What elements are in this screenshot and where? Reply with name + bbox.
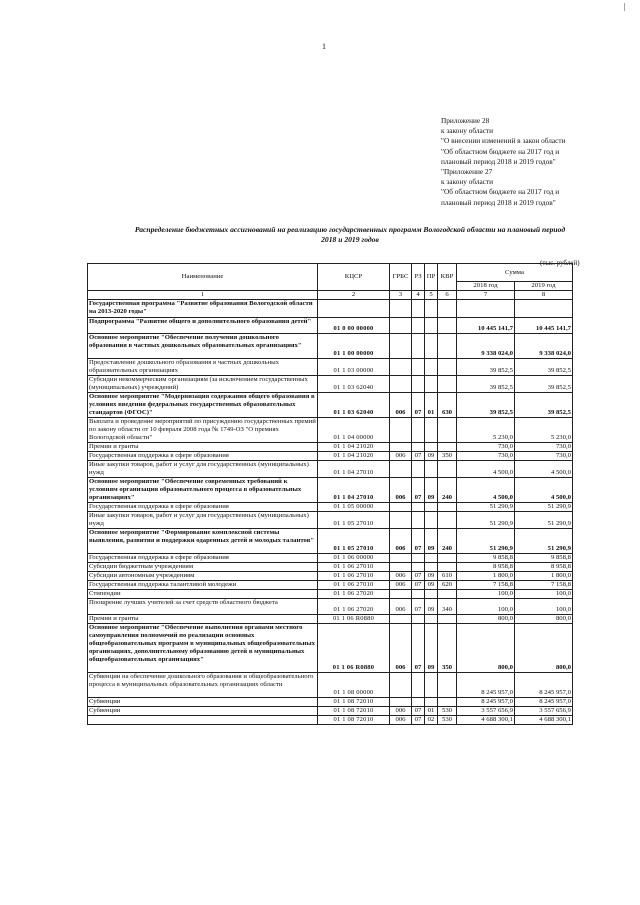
row-grbs bbox=[390, 615, 412, 624]
table-row bbox=[88, 554, 573, 563]
row-pr: 09 bbox=[425, 529, 438, 554]
row-grbs bbox=[390, 563, 412, 572]
row-sum-2019: 51 290,9 bbox=[515, 503, 573, 512]
table-row bbox=[88, 334, 573, 359]
row-sum-2018 bbox=[457, 300, 515, 318]
col-number: 8 bbox=[515, 291, 573, 300]
table-row bbox=[88, 443, 573, 452]
title-line-2: 2018 и 2019 годов bbox=[321, 235, 379, 244]
row-name: Иные закупки товаров, работ и услуг для государственных (муниципальных) нужд bbox=[88, 512, 318, 529]
row-sum-2019: 4 688 300,1 bbox=[515, 716, 573, 725]
row-grbs bbox=[390, 698, 412, 707]
row-sum-2019: 8 245 957,0 bbox=[515, 698, 573, 707]
title-line-1: Распределение бюджетных ассигнований на реализацию государственных программ Вологодской области на плановый период bbox=[134, 225, 566, 234]
table-row bbox=[88, 461, 573, 478]
row-kcsr: 01 1 06 R0880 bbox=[318, 624, 390, 673]
row-pr: 01 bbox=[425, 707, 438, 716]
row-name: Основное мероприятие "Обеспечение получения дошкольного образования в частных дошкольных образовательных организациях" bbox=[88, 334, 318, 359]
row-name: Субсидии некоммерческим организациям (за исключением государственных (муниципальных) учреждений) bbox=[88, 376, 318, 393]
row-rz bbox=[412, 443, 425, 452]
row-sum-2018: 4 500,0 bbox=[457, 478, 515, 503]
row-grbs: 006 bbox=[390, 393, 412, 418]
row-sum-2018: 9 338 024,0 bbox=[457, 334, 515, 359]
row-name: Премии и гранты bbox=[88, 443, 318, 452]
table-row bbox=[88, 376, 573, 393]
table-row bbox=[88, 572, 573, 581]
annex-line: Приложение 28 bbox=[441, 116, 490, 125]
row-name: Субсидии бюджетным учреждениям bbox=[88, 563, 318, 572]
row-sum-2018: 8 958,8 bbox=[457, 563, 515, 572]
row-kcsr: 01 1 04 21020 bbox=[318, 443, 390, 452]
row-name: Субвенции bbox=[88, 698, 318, 707]
row-kvr: 620 bbox=[438, 581, 457, 590]
row-kcsr: 01 0 00 00000 bbox=[318, 318, 390, 334]
table-row bbox=[88, 529, 573, 554]
row-rz: 07 bbox=[412, 452, 425, 461]
row-sum-2018: 800,0 bbox=[457, 615, 515, 624]
row-grbs: 006 bbox=[390, 716, 412, 725]
table-row bbox=[88, 318, 573, 334]
table-row bbox=[88, 599, 573, 615]
row-sum-2019: 39 852,5 bbox=[515, 376, 573, 393]
row-grbs: 006 bbox=[390, 452, 412, 461]
row-sum-2019: 4 500,0 bbox=[515, 461, 573, 478]
row-grbs bbox=[390, 443, 412, 452]
row-sum-2018: 800,0 bbox=[457, 624, 515, 673]
row-rz: 07 bbox=[412, 624, 425, 673]
row-rz bbox=[412, 461, 425, 478]
col-number: 3 bbox=[390, 291, 412, 300]
row-kvr: 340 bbox=[438, 599, 457, 615]
row-name: Выплата и проведение мероприятий по присуждению государственных премий по закону области от 10 февраля 2008 года № 1749-ОЗ "О премиях Вологодской области" bbox=[89, 418, 316, 441]
row-name: Субсидии автономным учреждениям bbox=[88, 572, 318, 581]
table-row bbox=[88, 478, 573, 503]
row-name: Подпрограмма "Развитие общего и дополнительного образования детей" bbox=[88, 318, 318, 334]
row-kvr: 630 bbox=[438, 393, 457, 418]
row-sum-2019: 8 958,8 bbox=[515, 563, 573, 572]
row-name: Государственная поддержка в сфере образования bbox=[88, 554, 318, 563]
row-sum-2018: 39 852,5 bbox=[457, 376, 515, 393]
row-kvr bbox=[438, 359, 457, 376]
row-grbs bbox=[390, 318, 412, 334]
row-grbs: 006 bbox=[390, 707, 412, 716]
row-sum-2018: 10 445 141,7 bbox=[457, 318, 515, 334]
row-grbs: 006 bbox=[390, 581, 412, 590]
annex-line: "О внесении изменений в закон области bbox=[441, 136, 566, 146]
row-rz: 07 bbox=[412, 529, 425, 554]
row-grbs: 006 bbox=[390, 478, 412, 503]
row-sum-2018: 4 500,0 bbox=[457, 461, 515, 478]
column-numbers-row bbox=[88, 291, 573, 300]
table-row bbox=[88, 707, 573, 716]
row-rz bbox=[412, 503, 425, 512]
table-row bbox=[88, 503, 573, 512]
row-kcsr: 01 1 00 00000 bbox=[318, 334, 390, 359]
row-kvr bbox=[438, 318, 457, 334]
row-kvr bbox=[438, 334, 457, 359]
table-row bbox=[88, 590, 573, 599]
row-grbs: 006 bbox=[390, 599, 412, 615]
row-rz: 07 bbox=[412, 581, 425, 590]
row-rz bbox=[412, 554, 425, 563]
row-kcsr: 01 1 04 27010 bbox=[318, 461, 390, 478]
row-sum-2019: 4 500,0 bbox=[515, 478, 573, 503]
table-row bbox=[88, 300, 573, 318]
row-kvr bbox=[438, 443, 457, 452]
row-kcsr: 01 1 06 27020 bbox=[318, 590, 390, 599]
annex-line: к закону области bbox=[441, 177, 494, 187]
row-kcsr: 01 1 04 00000 bbox=[318, 418, 390, 443]
row-sum-2019: 730,0 bbox=[515, 452, 573, 461]
col-header-name: Наименование bbox=[88, 264, 318, 291]
row-sum-2019: 51 290,9 bbox=[515, 529, 573, 554]
row-sum-2019: 5 230,0 bbox=[515, 418, 573, 443]
row-name: Основное мероприятие "Обеспечение выполнения органами местного самоуправления полномочий по реализации основных общеобразовательных программ в муниципальных общеобразовательных организациях, дополнительному образованию детей в муниципальных общеобразовательных организациях" bbox=[88, 624, 318, 673]
row-rz: 07 bbox=[412, 716, 425, 725]
row-sum-2018: 7 158,8 bbox=[457, 581, 515, 590]
row-pr bbox=[425, 615, 438, 624]
row-sum-2018: 730,0 bbox=[457, 443, 515, 452]
annex-line: плановый период 2018 и 2019 годов" bbox=[441, 197, 556, 207]
row-pr bbox=[425, 590, 438, 599]
annex-line: "Приложение 27 bbox=[441, 167, 493, 177]
row-grbs: 006 bbox=[390, 529, 412, 554]
row-pr: 02 bbox=[425, 716, 438, 725]
table-row bbox=[88, 418, 573, 443]
row-sum-2019: 730,0 bbox=[515, 443, 573, 452]
row-sum-2018: 39 852,5 bbox=[457, 359, 515, 376]
page-number: 1 bbox=[322, 42, 326, 51]
row-name: Субвенции на обеспечение дошкольного образования и общеобразовательного процесса в муниципальных образовательных организациях области bbox=[88, 673, 318, 698]
col-header-2018: 2018 год bbox=[457, 282, 515, 291]
row-grbs bbox=[390, 554, 412, 563]
row-pr bbox=[425, 698, 438, 707]
annex-line: "Об областном бюджете на 2017 год и bbox=[441, 146, 560, 156]
row-kcsr: 01 1 08 72010 bbox=[318, 707, 390, 716]
row-rz: 07 bbox=[412, 478, 425, 503]
annex-line: "Об областном бюджете на 2017 год и bbox=[441, 187, 560, 197]
row-kvr bbox=[438, 461, 457, 478]
col-number: 4 bbox=[412, 291, 425, 300]
row-kcsr: 01 1 03 62040 bbox=[318, 376, 390, 393]
row-rz bbox=[412, 698, 425, 707]
row-kvr bbox=[438, 376, 457, 393]
row-pr bbox=[425, 503, 438, 512]
row-sum-2018: 730,0 bbox=[457, 452, 515, 461]
row-pr: 09 bbox=[425, 624, 438, 673]
row-kcsr: 01 1 03 62040 bbox=[318, 393, 390, 418]
table-row bbox=[88, 698, 573, 707]
row-sum-2018: 51 290,9 bbox=[457, 503, 515, 512]
row-pr bbox=[425, 443, 438, 452]
row-kcsr: 01 1 05 27010 bbox=[318, 512, 390, 529]
row-name bbox=[88, 716, 318, 725]
table-row bbox=[88, 615, 573, 624]
row-rz bbox=[412, 512, 425, 529]
row-grbs bbox=[390, 503, 412, 512]
row-rz: 07 bbox=[412, 393, 425, 418]
row-kcsr: 01 1 08 72010 bbox=[318, 698, 390, 707]
row-kcsr bbox=[318, 300, 390, 318]
row-kcsr: 01 1 06 27010 bbox=[318, 581, 390, 590]
row-kcsr: 01 1 05 27010 bbox=[318, 529, 390, 554]
row-pr: 01 bbox=[425, 393, 438, 418]
row-kvr: 610 bbox=[438, 572, 457, 581]
row-name: Стипендии bbox=[88, 590, 318, 599]
row-kcsr: 01 1 03 00000 bbox=[318, 359, 390, 376]
row-sum-2018: 9 858,8 bbox=[457, 554, 515, 563]
units-label: (тыс. рублей) bbox=[540, 259, 580, 267]
table-body bbox=[88, 300, 573, 725]
row-kcsr: 01 1 08 00000 bbox=[318, 673, 390, 698]
row-sum-2018: 8 245 957,0 bbox=[457, 673, 515, 698]
row-grbs bbox=[390, 418, 412, 443]
row-grbs bbox=[390, 673, 412, 698]
col-number: 7 bbox=[457, 291, 515, 300]
col-header-grbs: ГРБС bbox=[390, 264, 412, 291]
col-header-pr: ПР bbox=[425, 264, 438, 291]
document-title bbox=[100, 225, 600, 245]
row-kvr bbox=[438, 300, 457, 318]
row-pr: 09 bbox=[425, 599, 438, 615]
row-kvr: 240 bbox=[438, 529, 457, 554]
row-sum-2019: 9 858,8 bbox=[515, 554, 573, 563]
col-header-sum: Сумма bbox=[457, 264, 573, 282]
row-sum-2018: 8 245 957,0 bbox=[457, 698, 515, 707]
col-header-kcsr: КЦСР bbox=[318, 264, 390, 291]
row-sum-2019: 1 800,0 bbox=[515, 572, 573, 581]
row-kcsr: 01 1 06 R0880 bbox=[318, 615, 390, 624]
row-sum-2019: 51 290,9 bbox=[515, 512, 573, 529]
row-grbs: 006 bbox=[390, 572, 412, 581]
row-sum-2019: 10 445 141,7 bbox=[515, 318, 573, 334]
row-sum-2019: 3 557 656,9 bbox=[515, 707, 573, 716]
col-number: 6 bbox=[438, 291, 457, 300]
budget-table bbox=[87, 263, 573, 725]
row-kvr: 530 bbox=[438, 707, 457, 716]
row-rz bbox=[412, 300, 425, 318]
row-name: Основное мероприятие "Модернизация содержания общего образования в условиях введения федеральных государственных образовательных стандартов (ФГОС)" bbox=[88, 393, 318, 418]
row-kvr: 530 bbox=[438, 716, 457, 725]
table-header bbox=[88, 264, 573, 300]
row-rz bbox=[412, 590, 425, 599]
row-sum-2018: 100,0 bbox=[457, 599, 515, 615]
row-pr bbox=[425, 376, 438, 393]
row-sum-2019: 100,0 bbox=[515, 590, 573, 599]
row-pr bbox=[425, 554, 438, 563]
row-pr: 09 bbox=[425, 581, 438, 590]
row-kvr bbox=[438, 673, 457, 698]
corner-mark: | bbox=[624, 2, 626, 11]
row-kcsr: 01 1 06 27010 bbox=[318, 563, 390, 572]
table-row bbox=[88, 512, 573, 529]
row-kcsr: 01 1 05 00000 bbox=[318, 503, 390, 512]
row-sum-2019: 7 158,8 bbox=[515, 581, 573, 590]
col-header-2019: 2019 год bbox=[515, 282, 573, 291]
row-kvr: 240 bbox=[438, 478, 457, 503]
row-grbs bbox=[390, 461, 412, 478]
row-kvr bbox=[438, 698, 457, 707]
row-grbs: 006 bbox=[390, 624, 412, 673]
row-kcsr: 01 1 08 72010 bbox=[318, 716, 390, 725]
row-rz bbox=[412, 615, 425, 624]
row-sum-2019 bbox=[515, 300, 573, 318]
row-name: Государственная поддержка в сфере образования bbox=[88, 452, 318, 461]
row-pr bbox=[425, 359, 438, 376]
row-pr bbox=[425, 318, 438, 334]
row-pr bbox=[425, 300, 438, 318]
row-kvr bbox=[438, 418, 457, 443]
row-name: Иные закупки товаров, работ и услуг для государственных (муниципальных) нужд bbox=[88, 461, 318, 478]
row-kvr: 350 bbox=[438, 452, 457, 461]
row-sum-2018: 5 230,0 bbox=[457, 418, 515, 443]
row-rz bbox=[412, 563, 425, 572]
row-kcsr: 01 1 06 00000 bbox=[318, 554, 390, 563]
row-name: Основное мероприятие "Обеспечение современных требований к условиям организации образовательного процесса в образовательных организациях" bbox=[88, 478, 318, 503]
row-pr bbox=[425, 461, 438, 478]
row-sum-2019: 39 852,5 bbox=[515, 359, 573, 376]
table-row bbox=[88, 581, 573, 590]
col-header-kvr: КВР bbox=[438, 264, 457, 291]
row-pr bbox=[425, 334, 438, 359]
row-rz bbox=[412, 673, 425, 698]
row-sum-2019: 39 852,5 bbox=[515, 393, 573, 418]
row-name: Предоставление дошкольного образования в частных дошкольных образовательных организациях bbox=[88, 359, 318, 376]
row-grbs bbox=[390, 376, 412, 393]
row-sum-2018: 51 290,9 bbox=[457, 529, 515, 554]
row-rz bbox=[412, 334, 425, 359]
row-pr: 09 bbox=[425, 572, 438, 581]
row-sum-2019: 100,0 bbox=[515, 599, 573, 615]
col-header-rz: РЗ bbox=[412, 264, 425, 291]
row-rz bbox=[412, 376, 425, 393]
row-kcsr: 01 1 04 27010 bbox=[318, 478, 390, 503]
row-rz bbox=[412, 418, 425, 443]
row-kvr bbox=[438, 503, 457, 512]
row-sum-2018: 4 688 300,1 bbox=[457, 716, 515, 725]
row-pr bbox=[425, 673, 438, 698]
col-number: 5 bbox=[425, 291, 438, 300]
row-grbs bbox=[390, 359, 412, 376]
row-kvr bbox=[438, 590, 457, 599]
col-number: 2 bbox=[318, 291, 390, 300]
row-pr bbox=[425, 563, 438, 572]
table-row bbox=[88, 359, 573, 376]
row-name: Государственная программа "Развитие образования Вологодской области на 2013-2020 годы" bbox=[88, 300, 318, 318]
row-rz bbox=[412, 359, 425, 376]
row-pr: 09 bbox=[425, 478, 438, 503]
row-rz: 07 bbox=[412, 572, 425, 581]
row-kcsr: 01 1 06 27020 bbox=[318, 599, 390, 615]
row-kvr bbox=[438, 615, 457, 624]
row-sum-2019: 800,0 bbox=[515, 624, 573, 673]
row-grbs bbox=[390, 300, 412, 318]
row-pr bbox=[425, 418, 438, 443]
row-sum-2018: 39 852,5 bbox=[457, 393, 515, 418]
row-sum-2018: 1 800,0 bbox=[457, 572, 515, 581]
row-kvr bbox=[438, 563, 457, 572]
row-grbs bbox=[390, 512, 412, 529]
row-sum-2018: 100,0 bbox=[457, 590, 515, 599]
row-name: Премии и гранты bbox=[88, 615, 318, 624]
row-pr: 09 bbox=[425, 452, 438, 461]
row-name: Поощрение лучших учителей за счет средств областного бюджета bbox=[88, 599, 318, 615]
col-number: 1 bbox=[88, 291, 318, 300]
annex-line: к закону области bbox=[441, 126, 494, 136]
row-kcsr: 01 1 04 21020 bbox=[318, 452, 390, 461]
row-sum-2018: 51 290,9 bbox=[457, 512, 515, 529]
row-grbs bbox=[390, 334, 412, 359]
row-rz bbox=[412, 318, 425, 334]
annex-block bbox=[441, 116, 631, 208]
row-name: Государственная поддержка в сфере образования bbox=[88, 503, 318, 512]
row-kvr bbox=[438, 512, 457, 529]
table-row bbox=[88, 452, 573, 461]
row-name: Государственная поддержка талантливой молодежи bbox=[88, 581, 318, 590]
annex-line: плановый период 2018 и 2019 годов" bbox=[441, 156, 556, 166]
row-sum-2019: 9 338 024,0 bbox=[515, 334, 573, 359]
row-rz: 07 bbox=[412, 599, 425, 615]
row-grbs bbox=[390, 590, 412, 599]
row-kvr: 350 bbox=[438, 624, 457, 673]
row-pr bbox=[425, 512, 438, 529]
row-kvr bbox=[438, 554, 457, 563]
row-sum-2019: 8 245 957,0 bbox=[515, 673, 573, 698]
row-sum-2019: 800,0 bbox=[515, 615, 573, 624]
table-row bbox=[88, 624, 573, 673]
table-row bbox=[88, 673, 573, 698]
row-name: Основное мероприятие "Формирование комплексной системы выявления, развития и поддержки одаренных детей и молодых талантов" bbox=[88, 529, 318, 554]
row-rz: 07 bbox=[412, 707, 425, 716]
table-row bbox=[88, 393, 573, 418]
row-kcsr: 01 1 06 27010 bbox=[318, 572, 390, 581]
row-name: Субвенции bbox=[88, 707, 318, 716]
table-row bbox=[88, 716, 573, 725]
row-sum-2018: 3 557 656,9 bbox=[457, 707, 515, 716]
table-row bbox=[88, 563, 573, 572]
